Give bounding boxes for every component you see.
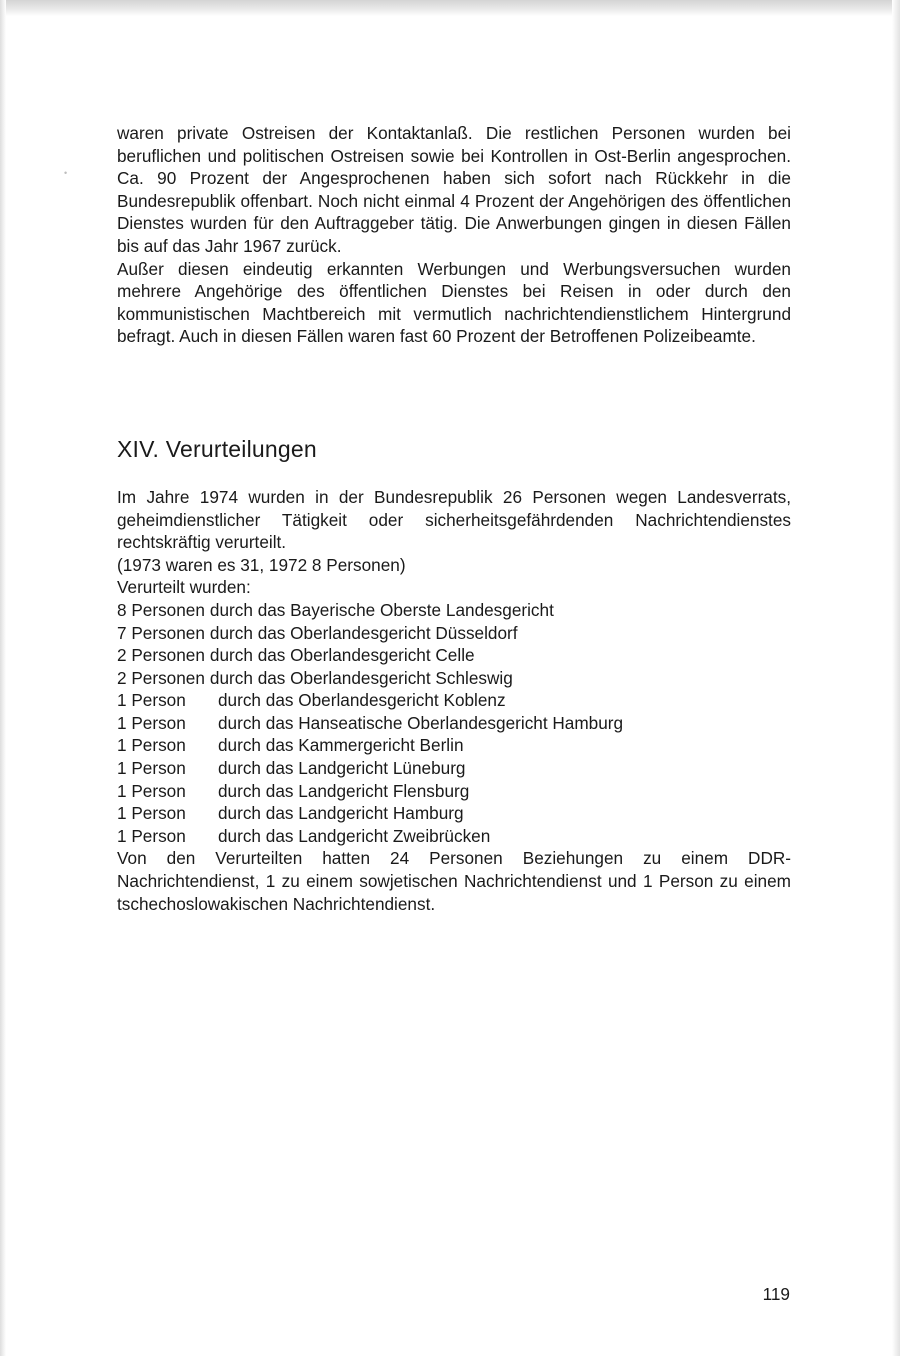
conviction-count: 7 Personen [117,622,205,643]
conviction-court: durch das Oberlandesgericht Schleswig [209,667,513,688]
conviction-row [117,644,791,667]
closing-section [117,847,791,915]
closing-paragraph: Von den Verurteilten hatten 24 Personen Beziehungen zu einem DDR-Nachrichtendienst, 1 zu einem sowjetischen Nachrichtendienst und 1 Person zu einem tschechoslowakischen Nachrichtendienst. [117,848,791,914]
scan-edge-top [0,0,900,16]
conviction-row [117,622,791,645]
page-number: 119 [762,1284,790,1304]
conviction-count: 1 Person [117,825,186,846]
conviction-row [117,712,791,735]
conviction-court: durch das Landgericht Zweibrücken [218,825,491,846]
intro-paragraph-2: Außer diesen eindeutig erkannten Werbungen und Werbungsversuchen wurden mehrere Angehörige des öffentlichen Dienstes bei Reisen in oder durch den kommunistischen Machtbereich mit vermutlich nachrichtendienstlichem Hintergrund befragt. Auch in diesen Fällen waren fast 60 Prozent der Betroffenen Polizeibeamte. [117,258,791,347]
section-heading: XIV. Verurteilungen [117,435,317,462]
conviction-court: durch das Oberlandesgericht Celle [209,645,475,666]
conviction-row [117,780,791,803]
conviction-court: durch das Landgericht Lüneburg [218,758,466,779]
conviction-count: 1 Person [117,803,186,824]
scan-speck: • [64,168,68,178]
conviction-count: 2 Personen [117,667,205,688]
list-intro: Verurteilt wurden: [117,577,251,598]
conviction-row [117,757,791,780]
conviction-count: 2 Personen [117,645,205,666]
scan-edge-right [892,0,900,1356]
conviction-court: durch das Kammergericht Berlin [218,735,464,756]
conviction-row [117,667,791,690]
conviction-count: 1 Person [117,758,186,779]
prior-years-note: (1973 waren es 31, 1972 8 Personen) [117,554,406,575]
convictions-list [117,599,791,848]
intro-paragraph-1: waren private Ostreisen der Kontaktanlaß. Die restlichen Personen wurden bei beruflichen und politischen Ostreisen sowie bei Kontrollen in Ost-Berlin angesprochen. Ca. 90 Prozent der Angesprochenen haben sich sofort nach Rückkehr in die Bundesrepublik offenbart. Noch nicht einmal 4 Prozent der Angehörigen des öffentlichen Dienstes wurden für den Auftraggeber tätig. Die Anwerbungen gingen in diesen Fällen bis auf das Jahr 1967 zurück. [117,123,791,256]
conviction-court: durch das Bayerische Oberste Landesgericht [209,599,554,620]
conviction-row [117,689,791,712]
section-intro-paragraph: Im Jahre 1974 wurden in der Bundesrepublik 26 Personen wegen Landesverrats, geheimdienstlicher Tätigkeit oder sicherheitsgefährdenden Nachrichtendienstes rechtskräftig verurteilt. [117,486,791,553]
page-content [117,122,791,915]
scan-edge-left [0,0,6,1356]
conviction-court: durch das Hanseatische Oberlandesgericht Hamburg [218,712,624,733]
conviction-row [117,599,791,622]
conviction-count: 1 Person [117,690,186,711]
conviction-court: durch das Oberlandesgericht Düsseldorf [209,622,518,643]
conviction-count: 1 Person [117,712,186,733]
section-body [117,486,791,554]
conviction-row [117,802,791,825]
conviction-count: 1 Person [117,780,186,801]
conviction-count: 1 Person [117,735,186,756]
conviction-row [117,734,791,757]
intro-section [117,122,791,348]
conviction-count: 8 Personen [117,599,205,620]
conviction-court: durch das Oberlandesgericht Koblenz [218,690,506,711]
conviction-court: durch das Landgericht Flensburg [218,780,470,801]
conviction-court: durch das Landgericht Hamburg [218,803,464,824]
conviction-row [117,825,791,848]
